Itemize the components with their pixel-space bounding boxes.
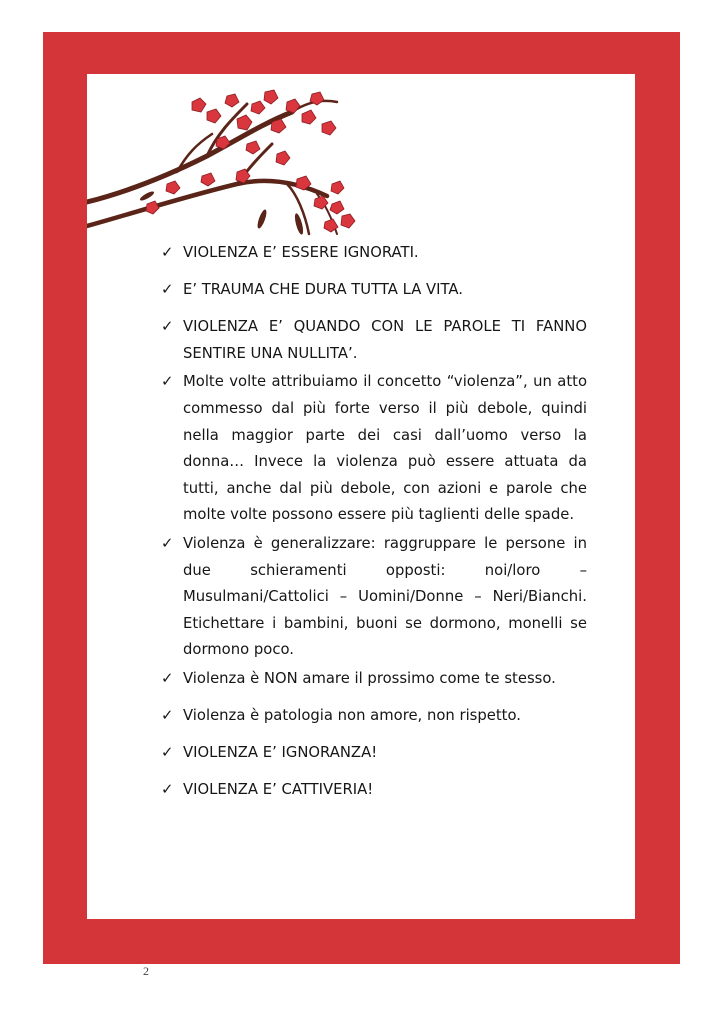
- list-item: [161, 666, 587, 693]
- list-item-text: Violenza è patologia non amore, non rispetto.: [183, 707, 521, 724]
- list-item-text: VIOLENZA E’ CATTIVERIA!: [183, 781, 374, 799]
- list-item: [161, 277, 587, 304]
- list-item-text: Violenza è NON amare il prossimo come te stesso.: [183, 669, 556, 687]
- list-item-text: E’ TRAUMA CHE DURA TUTTA LA VITA.: [183, 281, 463, 299]
- list-item: [161, 777, 587, 804]
- page-frame: [43, 32, 680, 964]
- list-item-text: VIOLENZA E’ QUANDO CON LE PAROLE TI FANNO SENTIRE UNA NULLITA’.: [183, 318, 587, 362]
- list-item: [161, 240, 587, 267]
- list-item-text: VIOLENZA E’ ESSERE IGNORATI.: [183, 244, 419, 261]
- check-icon: ✓: [161, 534, 174, 552]
- statement-list: [161, 240, 587, 814]
- list-item-text: Molte volte attribuiamo il concetto “violenza”, un atto commesso dal più forte verso il più debole, quindi nella maggior parte dei casi dall’uomo verso la donna… Invece la violenza può essere attuata da tutti, anche dal più debole, con azioni e parole che molte volte possono essere più taglienti delle spade.: [183, 373, 587, 524]
- check-icon: ✓: [161, 373, 174, 391]
- list-item: [161, 740, 587, 767]
- list-item-text: VIOLENZA E’ IGNORANZA!: [183, 744, 378, 762]
- check-icon: ✓: [161, 318, 174, 336]
- list-item: [161, 314, 587, 367]
- cherry-blossom-branch-icon: [87, 84, 357, 254]
- check-icon: ✓: [161, 744, 174, 762]
- check-icon: ✓: [161, 781, 174, 799]
- check-icon: ✓: [161, 281, 174, 299]
- check-icon: ✓: [161, 669, 174, 687]
- list-item: [161, 531, 587, 664]
- check-icon: ✓: [161, 244, 174, 261]
- page-number: 2: [143, 964, 149, 978]
- list-item-text: Violenza è generalizzare: raggruppare le persone in due schieramenti opposti: noi/loro – Musulmani/Cattolici – Uomini/Donne – Neri/Bianchi. Etichettare i bambini, buoni se dormono, monelli se dormono poco.: [183, 534, 587, 659]
- content-area: [87, 74, 635, 919]
- check-icon: ✓: [161, 707, 174, 724]
- list-item: [161, 703, 587, 730]
- list-item: [161, 369, 587, 529]
